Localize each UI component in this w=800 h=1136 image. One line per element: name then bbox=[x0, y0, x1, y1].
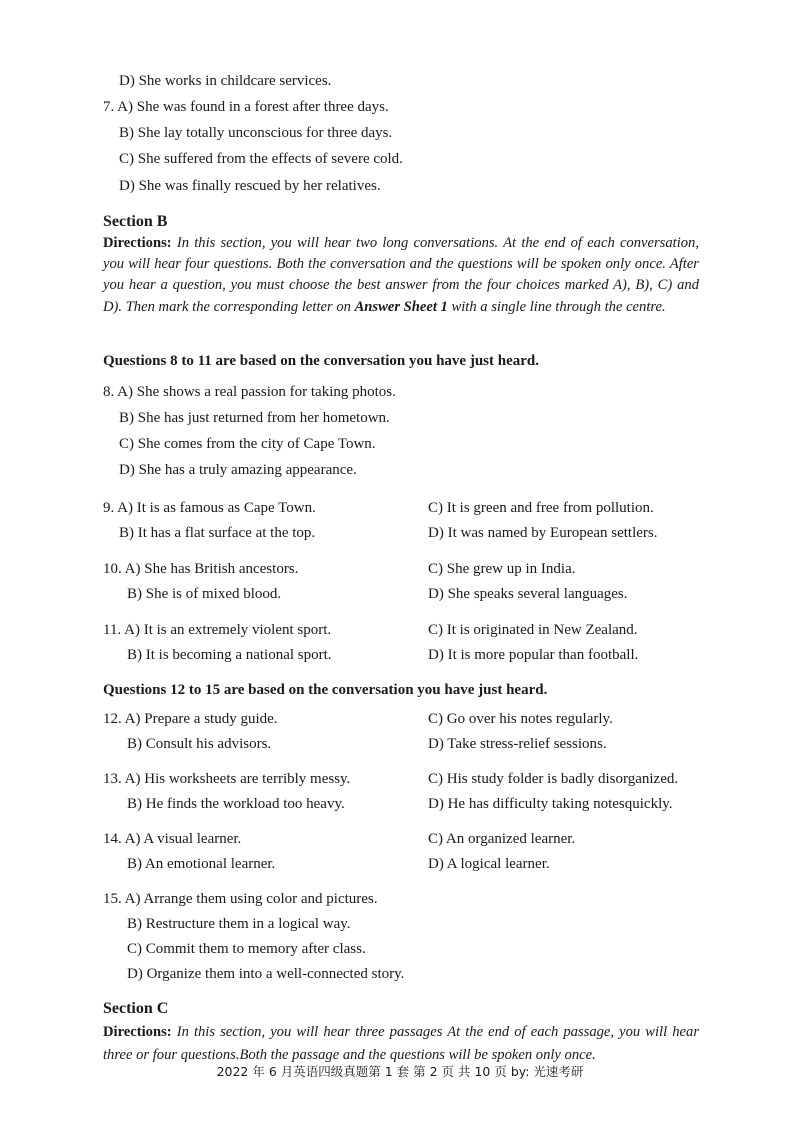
q11-option-c: C) It is originated in New Zealand. bbox=[428, 622, 638, 638]
q14-option-c: C) An organized learner. bbox=[428, 831, 576, 847]
section-b-directions-label: Directions: bbox=[103, 235, 172, 251]
q15-option-b: B) Restructure them in a logical way. bbox=[127, 916, 351, 932]
q11-option-b: B) It is becoming a national sport. bbox=[127, 647, 332, 663]
q6-option-d: D) She works in childcare services. bbox=[119, 73, 332, 89]
q8-option-b: B) She has just returned from her hometown. bbox=[119, 410, 390, 426]
q12-option-a: 12. A) Prepare a study guide. bbox=[103, 711, 278, 727]
q7-option-d: D) She was finally rescued by her relatives. bbox=[119, 178, 381, 194]
section-c-directions bbox=[103, 1021, 699, 1067]
section-b-directions-text-1: In this section, you will hear two long conversations. At the end of each conversation, you will hear four questions. Both the conversation and the questions will be spoken only once. After you hear a question, you must choose the best answer from the four choices marked A), B), C) and D). Then mark the corresponding letter on bbox=[103, 235, 699, 315]
q9-option-b: B) It has a flat surface at the top. bbox=[119, 525, 316, 541]
page-footer: 2022 年 6 月英语四级真题第 1 套 第 2 页 共 10 页 by: 光速考研 bbox=[216, 1064, 584, 1079]
q12-option-d: D) Take stress-relief sessions. bbox=[428, 736, 607, 752]
q7-option-a: 7. A) She was found in a forest after three days. bbox=[103, 99, 389, 115]
q13-option-d: D) He has difficulty taking notesquickly. bbox=[428, 796, 673, 812]
q10-option-b: B) She is of mixed blood. bbox=[127, 586, 282, 602]
q9-option-c: C) It is green and free from pollution. bbox=[428, 500, 654, 516]
q10-option-d: D) She speaks several languages. bbox=[428, 586, 628, 602]
q13-option-a: 13. A) His worksheets are terribly messy. bbox=[103, 771, 351, 787]
q15-option-a: 15. A) Arrange them using color and pictures. bbox=[103, 891, 378, 907]
q12-option-c: C) Go over his notes regularly. bbox=[428, 711, 613, 727]
section-b-title: Section B bbox=[103, 213, 168, 230]
q14-option-b: B) An emotional learner. bbox=[127, 856, 276, 872]
q14-option-a: 14. A) A visual learner. bbox=[103, 831, 242, 847]
section-b-directions bbox=[103, 233, 699, 318]
q11-option-d: D) It is more popular than football. bbox=[428, 647, 639, 663]
section-c-directions-text: In this section, you will hear three passages At the end of each passage, you will hear three or four questions.Both the passage and the questions will be spoken only once. bbox=[103, 1024, 699, 1063]
section-b-directions-text-2: with a single line through the centre. bbox=[447, 298, 666, 315]
q15-option-d: D) Organize them into a well-connected story. bbox=[127, 966, 405, 982]
q7-option-b: B) She lay totally unconscious for three days. bbox=[119, 125, 393, 141]
q14-option-d: D) A logical learner. bbox=[428, 856, 550, 872]
q12-option-b: B) Consult his advisors. bbox=[127, 736, 272, 752]
q8-option-a: 8. A) She shows a real passion for taking photos. bbox=[103, 384, 396, 400]
q10-option-c: C) She grew up in India. bbox=[428, 561, 576, 577]
q10-option-a: 10. A) She has British ancestors. bbox=[103, 561, 299, 577]
q8-option-d: D) She has a truly amazing appearance. bbox=[119, 462, 357, 478]
q13-option-b: B) He finds the workload too heavy. bbox=[127, 796, 345, 812]
q7-option-c: C) She suffered from the effects of severe cold. bbox=[119, 151, 403, 167]
q9-option-a: 9. A) It is as famous as Cape Town. bbox=[103, 500, 316, 516]
section-c-title: Section C bbox=[103, 1000, 169, 1017]
q15-option-c: C) Commit them to memory after class. bbox=[127, 941, 366, 957]
section-c-directions-label: Directions: bbox=[103, 1024, 172, 1040]
q9-option-d: D) It was named by European settlers. bbox=[428, 525, 658, 541]
q13-option-c: C) His study folder is badly disorganized. bbox=[428, 771, 679, 787]
q8-option-c: C) She comes from the city of Cape Town. bbox=[119, 436, 376, 452]
group2-heading: Questions 12 to 15 are based on the conversation you have just heard. bbox=[103, 682, 548, 698]
q11-option-a: 11. A) It is an extremely violent sport. bbox=[103, 622, 332, 638]
answer-sheet-reference: Answer Sheet 1 bbox=[354, 298, 448, 315]
group1-heading: Questions 8 to 11 are based on the conversation you have just heard. bbox=[103, 353, 539, 369]
